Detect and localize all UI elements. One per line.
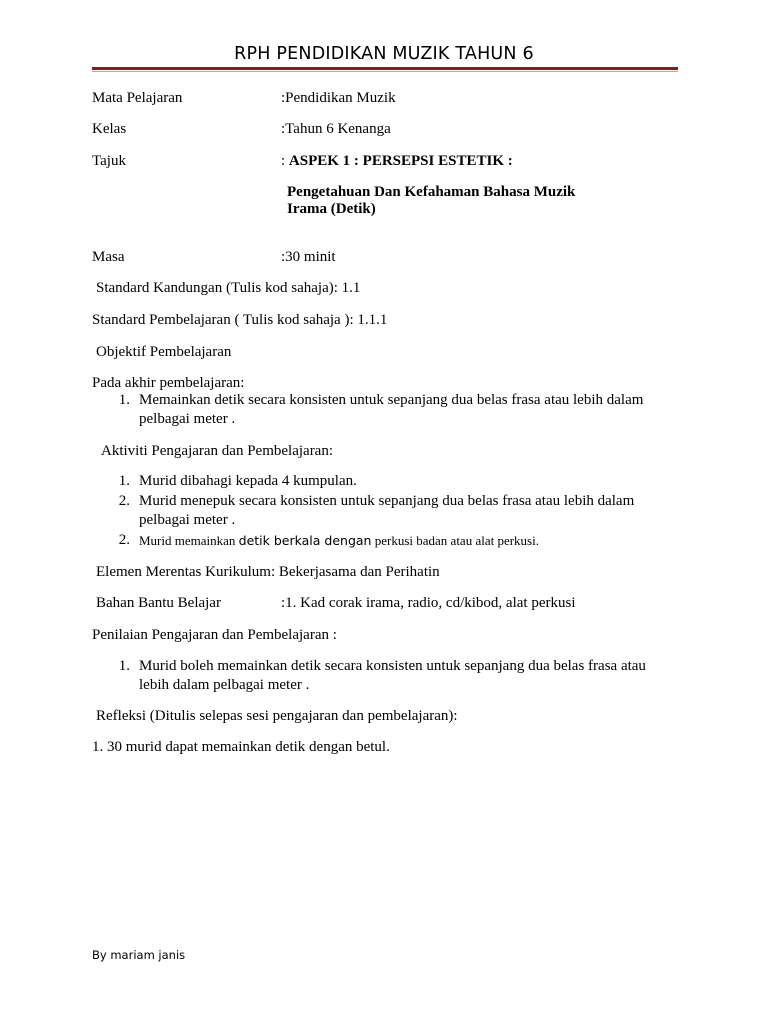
objektif-heading: Objektif Pembelajaran xyxy=(96,344,232,360)
standard-kandungan: Standard Kandungan (Tulis kod sahaja): 1.1 xyxy=(96,280,361,296)
objektif-intro: Pada akhir pembelajaran: xyxy=(92,375,245,391)
mata-pelajaran-label: Mata Pelajaran xyxy=(92,90,183,106)
penilaian-heading: Penilaian Pengajaran dan Pembelajaran : xyxy=(92,627,337,643)
aktiviti-item-mixed xyxy=(139,533,539,550)
header-divider xyxy=(92,67,678,70)
tajuk-colon: : xyxy=(281,153,289,169)
standard-pembelajaran: Standard Pembelajaran ( Tulis kod sahaja ): 1.1.1 xyxy=(92,312,388,328)
aktiviti-item-text: Murid dibahagi kepada 4 kumpulan. xyxy=(139,473,357,489)
refleksi-heading: Refleksi (Ditulis selepas sesi pengajaran dan pembelajaran): xyxy=(96,708,458,724)
tajuk-value xyxy=(281,153,513,170)
aktiviti-item-part1: Murid memainkan xyxy=(139,533,239,548)
aktiviti-item-line1: Murid menepuk secara konsisten untuk sepanjang dua belas frasa atau lebih dalam xyxy=(139,493,635,509)
footer-author: By mariam janis xyxy=(92,948,186,962)
penilaian-item-number: 1. xyxy=(118,658,130,674)
tajuk-sub-line1: Pengetahuan Dan Kefahaman Bahasa Muzik xyxy=(287,184,576,200)
header-divider-shadow xyxy=(92,71,678,72)
bahan-label: Bahan Bantu Belajar xyxy=(96,595,221,611)
masa-label: Masa xyxy=(92,249,125,265)
tajuk-sub-line2: Irama (Detik) xyxy=(287,201,376,217)
objektif-item-number: 1. xyxy=(118,392,130,408)
objektif-item-line2: pelbagai meter . xyxy=(139,411,236,427)
elemen-value: : Bekerjasama dan Perihatin xyxy=(270,564,440,580)
kelas-value: :Tahun 6 Kenanga xyxy=(281,121,391,137)
mata-pelajaran-value: :Pendidikan Muzik xyxy=(281,90,396,106)
aktiviti-item-number: 2. xyxy=(118,532,130,548)
tajuk-label: Tajuk xyxy=(92,153,126,169)
elemen-merentas-kurikulum xyxy=(96,564,440,581)
bahan-value: :1. Kad corak irama, radio, cd/kibod, alat perkusi xyxy=(281,595,576,611)
aktiviti-item-number: 2. xyxy=(118,493,130,509)
penilaian-item-line2: lebih dalam pelbagai meter . xyxy=(139,677,310,693)
aktiviti-item-line2: pelbagai meter . xyxy=(139,512,236,528)
kelas-label: Kelas xyxy=(92,121,127,137)
masa-value: :30 minit xyxy=(281,249,336,265)
aktiviti-item-part2: detik berkala dengan xyxy=(238,533,372,548)
refleksi-item: 1. 30 murid dapat memainkan detik dengan betul. xyxy=(92,739,390,755)
objektif-item-line1: Memainkan detik secara konsisten untuk sepanjang dua belas frasa atau lebih dalam xyxy=(139,392,644,408)
aktiviti-item-number: 1. xyxy=(118,473,130,489)
aktiviti-item-part3: perkusi badan atau alat perkusi. xyxy=(371,533,539,548)
tajuk-aspek: ASPEK 1 : PERSEPSI ESTETIK : xyxy=(288,153,513,169)
aktiviti-heading: Aktiviti Pengajaran dan Pembelajaran: xyxy=(101,443,334,459)
elemen-label: Elemen Merentas Kurikulum xyxy=(96,564,271,580)
penilaian-item-line1: Murid boleh memainkan detik secara konsisten untuk sepanjang dua belas frasa atau xyxy=(139,658,646,674)
page-title: RPH PENDIDIKAN MUZIK TAHUN 6 xyxy=(234,44,534,64)
